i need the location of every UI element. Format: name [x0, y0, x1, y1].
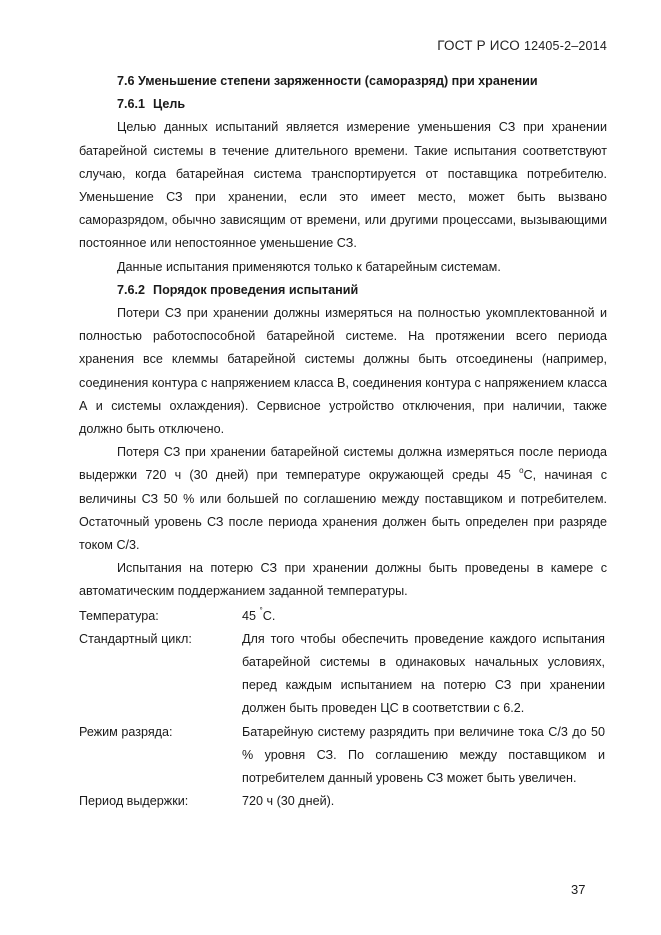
- condition-term: Стандартный цикл:: [79, 631, 192, 646]
- condition-value: Батарейную систему разрядить при величине тока С/3 до 50 % уровня СЗ. По соглашению между поставщиком и потребителем данный уровень СЗ может быть увеличен.: [242, 724, 605, 786]
- condition-value: [242, 605, 607, 628]
- text-fragment: Потеря СЗ при хранении батарейной системы должна измеряться после периода выдержки 720 ч (30 дней) при температуре окружающей среды 45: [79, 445, 607, 483]
- header-number: 12405-2–2014: [523, 39, 607, 53]
- paragraph-goal: Целью данных испытаний является измерение уменьшения СЗ при хранении батарейной системы в течение длительного времени. Такие испытания соответствуют случаю, когда батарейная система транспортируется от поставщика потребителю. Уменьшение СЗ при хранении, если это имеет место, может быть вызвано саморазрядом, обычно зависящим от времени, или другими процессами, вызывающими постоянное или непостоянное уменьшение СЗ.: [79, 120, 607, 251]
- section-heading: [79, 70, 607, 93]
- text-fragment: С, начиная с величины СЗ 50 % или большей по соглашению между поставщиком и потребителем. Остаточный уровень СЗ после периода хранения должен быть определен при разряде током С/3.: [79, 468, 608, 553]
- condition-term: Температура:: [79, 608, 159, 623]
- condition-cycle: [79, 628, 607, 721]
- degree-sup: о: [519, 466, 524, 476]
- condition-temperature: [79, 605, 607, 628]
- condition-term: Период выдержки:: [79, 794, 189, 809]
- section-title: Уменьшение степени заряженности (саморазряд) при хранении: [138, 74, 538, 88]
- text-fragment: 45: [242, 608, 260, 623]
- paragraph-scope: Данные испытания применяются только к батарейным системам.: [117, 259, 501, 274]
- text-fragment: С.: [262, 608, 276, 623]
- section-number: 7.6: [117, 74, 135, 88]
- subsection-heading-goal: [79, 93, 607, 116]
- subsection-number: 7.6.2: [117, 282, 146, 297]
- condition-term: Режим разряда:: [79, 724, 173, 739]
- document-body: [79, 70, 607, 814]
- degree-sup: °: [259, 606, 263, 616]
- condition-value: 720 ч (30 дней).: [242, 794, 335, 809]
- condition-period: [79, 790, 607, 813]
- condition-discharge: [79, 721, 607, 791]
- subsection-number: 7.6.1: [117, 97, 146, 112]
- header-prefix: ГОСТ Р ИСО: [437, 38, 520, 53]
- standard-header: [437, 38, 607, 53]
- conditions-list: [79, 605, 607, 814]
- subsection-title: Цель: [153, 97, 186, 112]
- subsection-heading-procedure: [79, 279, 607, 302]
- paragraph-conditions: Потери СЗ при хранении должны измеряться на полностью укомплектованной и полностью работоспособной батарейной системе. На протяжении всего периода хранения все клеммы батарейной системы должны быть отсоединены (например, соединения контура с напряжением класса В, соединения контура с напряжением класса А и системы охлаждения). Сервисное устройство отключения, при наличии, также должно быть отключено.: [79, 306, 607, 437]
- paragraph-storage-loss: [79, 441, 607, 557]
- page-number: 37: [571, 882, 586, 897]
- condition-value: Для того чтобы обеспечить проведение каждого испытания батарейной системы в одинаковых начальных условиях, перед каждым испытанием на потерю СЗ при хранении должен быть проведен ЦС в соответствии с 6.2.: [242, 631, 605, 716]
- subsection-title: Порядок проведения испытаний: [153, 282, 359, 297]
- paragraph-chamber: Испытания на потерю СЗ при хранении должны быть проведены в камере с автоматическим поддержанием заданной температуры.: [79, 561, 607, 599]
